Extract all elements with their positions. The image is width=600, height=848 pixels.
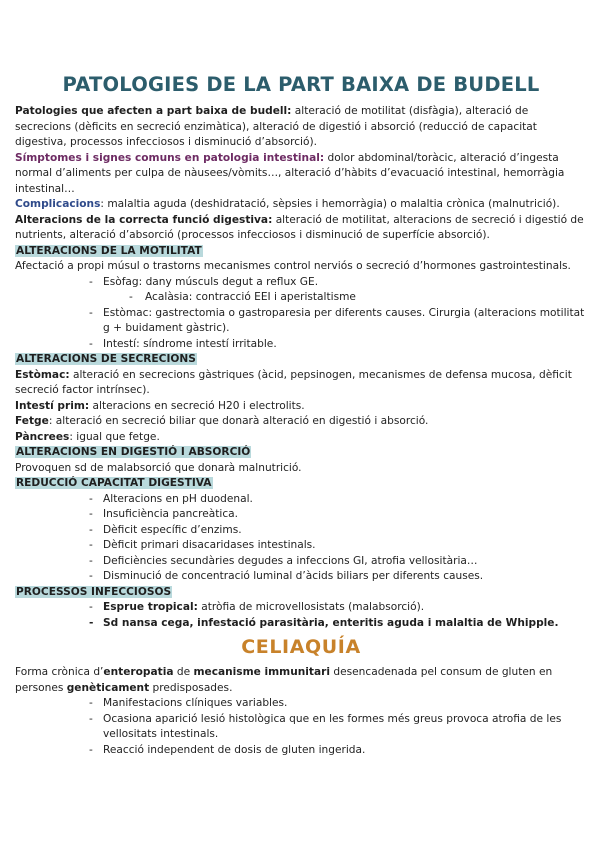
list-item: - Insuficiència pancreàtica.	[15, 507, 587, 523]
secrecions-line-1	[15, 368, 587, 399]
intro-paragraph-1	[15, 104, 587, 151]
secrecions-line-4	[15, 430, 587, 446]
reduccio-list	[15, 492, 587, 585]
celiaquia-text-3: desencadenada pel consum de gluten en persones	[15, 666, 553, 694]
secrecions-line-2	[15, 399, 587, 415]
list-item: - Acalàsia: contracció EEI i aperistaltisme	[15, 290, 587, 306]
section-heading-digestio: ALTERACIONS EN DIGESTIÓ I ABSORCIÓ	[16, 446, 251, 458]
list-item: - Intestí: síndrome intestí irritable.	[15, 337, 587, 353]
intro-paragraph-3	[15, 197, 587, 213]
section-heading-secrecions: ALTERACIONS DE SECRECIONS	[16, 353, 196, 365]
section-heading-motilitat: ALTERACIONS DE LA MOTILITAT	[16, 244, 202, 257]
list-item: - Esòfag: dany músculs degut a reflux GE.	[15, 275, 587, 291]
list-item: - Reacció independent de dosis de gluten ingerida.	[15, 743, 587, 759]
list-item: - Dèficit específic d’enzims.	[15, 523, 587, 539]
document-page	[15, 72, 587, 758]
intro-text-4: alteració de motilitat, alteracions de secreció i digestió de nutrients, alteració d’absorció (processos infecciosos i disminució de superfície absorció).	[15, 213, 584, 241]
celiaquia-bold-1: enteropatia	[103, 666, 174, 678]
secrecions-line-3	[15, 414, 587, 430]
page-title: PATOLOGIES DE LA PART BAIXA DE BUDELL	[62, 73, 540, 96]
intro-paragraph-4	[15, 213, 587, 244]
secrecions-label-3: Fetge	[15, 415, 49, 427]
celiaquia-bold-2: mecanisme immunitari	[193, 666, 331, 678]
section-heading-reduccio: REDUCCIÓ CAPACITAT DIGESTIVA	[16, 477, 212, 489]
infecciosos-label-1: Esprue tropical:	[103, 601, 198, 613]
section-heading-infecciosos: PROCESSOS INFECCIOSOS	[16, 585, 172, 598]
celiaquia-text-1: Forma crònica d’	[15, 666, 104, 678]
intro-text-3: : malaltia aguda (deshidratació, sèpsies i hemorràgia) o malaltia crònica (malnutrició).	[100, 198, 560, 210]
secrecions-text-1: alteració en secrecions gàstriques (àcid, pepsinogen, mecanismes de defensa mucosa, dèficit secreció factor intrínsec).	[15, 368, 572, 396]
intro-label-3: Complicacions	[15, 198, 101, 210]
list-item: - Disminució de concentració luminal d’àcids biliars per diferents causes.	[15, 569, 587, 585]
list-item: - Dèficit primari disacaridases intestinals.	[15, 538, 587, 554]
celiaquia-list	[15, 696, 587, 758]
celiaquia-paragraph	[15, 665, 587, 696]
list-item: - Deficiències secundàries degudes a infeccions GI, atrofia vellositària…	[15, 554, 587, 570]
intro-text-2: dolor abdominal/toràcic, alteració d’ingesta normal d’aliments per culpa de nàusees/vòmits…, alteració d’hàbits d’evacuació intestinal, hemorràgia intestinal…	[15, 151, 565, 195]
celiaquia-bold-3: genèticament	[66, 681, 150, 694]
intro-label-2: Símptomes i signes comuns en patologia intestinal:	[15, 151, 325, 164]
celiaquia-text-4: predisposades.	[149, 681, 233, 694]
intro-paragraph-2	[15, 151, 587, 198]
list-item: - Estòmac: gastrectomia o gastroparesia per diferents causes. Cirurgia (alteracions motilitat g + buidament gàstric).	[15, 306, 587, 337]
secrecions-text-3: : alteració en secreció biliar que donarà alteració en digestió i absorció.	[48, 415, 429, 427]
intro-text-1: alteració de motilitat (disfàgia), alteració de secrecions (dèficits en secreció enzimàtica), alteració de digestió i absorció (reducció de capacitat digestiva, processos infecciosos i disminució d’absorció).	[15, 105, 537, 148]
list-item: - Alteracions en pH duodenal.	[15, 492, 587, 508]
infecciosos-text-1: atròfia de microvellosistats (malabsorció).	[197, 601, 425, 613]
celiaquia-title: CELIAQUÍA	[241, 636, 361, 658]
secrecions-label-2: Intestí prim:	[15, 399, 90, 412]
list-item	[15, 600, 587, 616]
motilitat-list	[15, 275, 587, 353]
intro-label-1: Patologies que afecten a part baixa de budell:	[15, 105, 292, 117]
list-item: - Manifestacions clíniques variables.	[15, 696, 587, 712]
infecciosos-list	[15, 600, 587, 631]
list-item: - Ocasiona aparició lesió histològica que en les formes més greus provoca atrofia de les vellositats intestinals.	[15, 712, 587, 743]
secrecions-label-4: Pàncrees	[15, 430, 70, 443]
secrecions-label-1: Estòmac:	[15, 368, 70, 381]
motilitat-description: Afectació a propi músul o trastorns mecanismes control nerviós o secreció d’hormones gastrointestinals.	[15, 260, 571, 272]
list-item: - Sd nansa cega, infestació parasitària, enteritis aguda i malaltia de Whipple.	[15, 616, 587, 632]
secrecions-text-4: : igual que fetge.	[69, 430, 160, 443]
secrecions-text-2: alteracions en secreció H20 i electrolits.	[89, 399, 305, 412]
celiaquia-text-2: de	[173, 666, 194, 678]
digestio-description: Provoquen sd de malabsorció que donarà malnutrició.	[15, 461, 302, 474]
intro-label-4: Alteracions de la correcta funció digestiva:	[15, 213, 273, 226]
